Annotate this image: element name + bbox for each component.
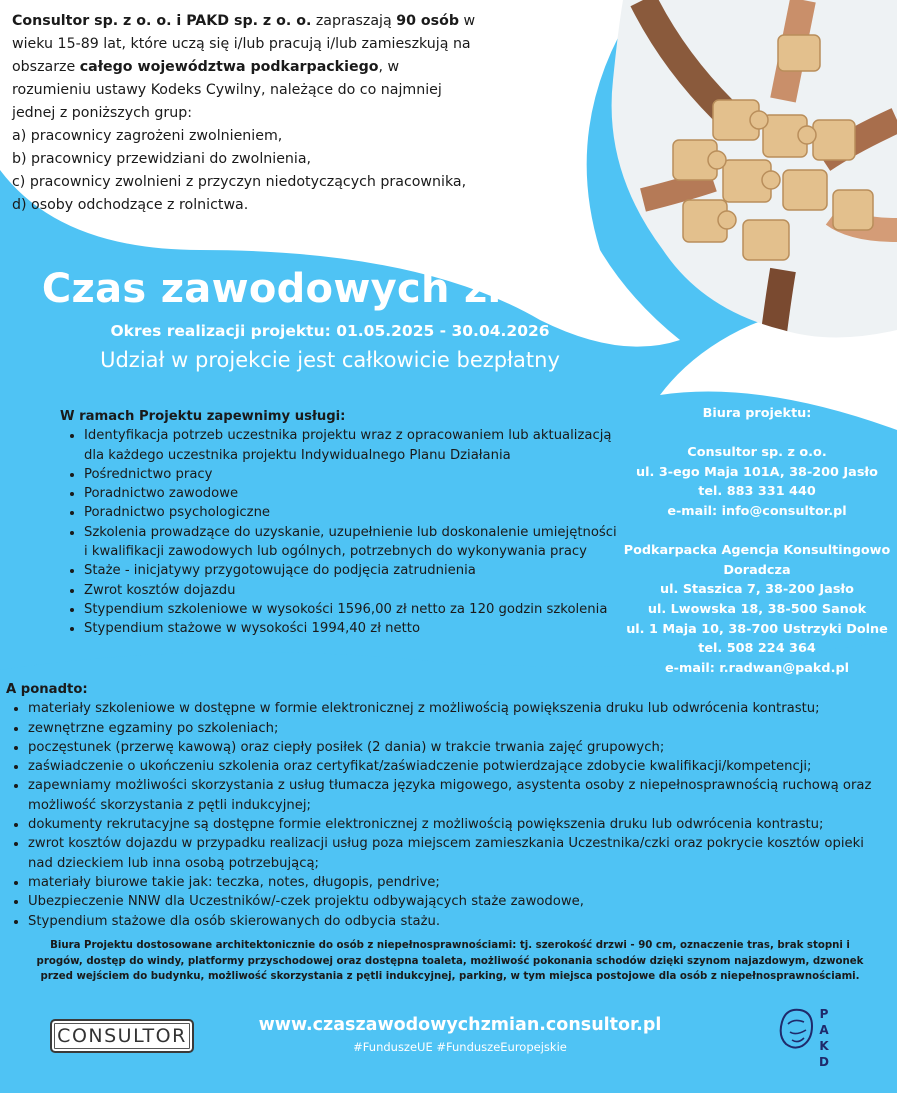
consultor-name: Consultor sp. z o.o. — [687, 445, 827, 461]
extra-item: • materiały biurowe takie jak: teczka, notes, długopis, pendrive; — [28, 873, 886, 892]
intro-text — [12, 10, 482, 217]
service-item: • Identyfikacja potrzeb uczestnika projektu wraz z opracowaniem lub aktualizacją dla każdego uczestnika projektu Indywidualnego Planu Działania — [84, 426, 620, 465]
consultor-phone: tel. 883 331 440 — [698, 484, 816, 500]
pakd-phone: tel. 508 224 364 — [698, 641, 816, 657]
extra-item: • poczęstunek (przerwę kawową) oraz ciepły posiłek (2 dania) w trakcie trwania zajęć grupowych; — [28, 738, 886, 757]
extra-item: • Stypendium stażowe dla osób skierowanych do odbycia stażu. — [28, 912, 886, 931]
group-b: b) pracownicy przewidziani do zwolnienia, — [12, 151, 312, 167]
consultor-email: e-mail: info@consultor.pl — [667, 503, 847, 519]
group-d: d) osoby odchodzące z rolnictwa. — [12, 197, 249, 213]
service-item: • Poradnictwo zawodowe — [84, 484, 620, 503]
service-item: • Szkolenia prowadzące do uzyskanie, uzupełnienie lub doskonalenie umiejętności i kwalifikacji zawodowych lub ogólnych, potrzebnych do wykonywania pracy — [84, 523, 620, 562]
pakd-address-1: ul. Staszica 7, 38-200 Jasło — [660, 582, 854, 598]
services-list — [60, 426, 620, 638]
service-item: • Staże - inicjatywy przygotowujące do podjęcia zatrudnienia — [84, 561, 620, 580]
offices-header: Biura projektu: — [702, 406, 812, 421]
service-item: • Zwrot kosztów dojazdu — [84, 581, 620, 600]
accessibility-note: Biura Projektu dostosowane architektonicznie do osób z niepełnosprawnościami: tj. szerokość drzwi - 90 cm, oznaczenie tras, brak stopni i progów, dostęp do windy, platformy przyschodowej oraz dostępna toaleta, możliwość pokonania schodów dzięki szynom najazdowym, dzwonek przed wejściem do budynku, możliwość skorzystania z pętli indukcyjnej, parking, w tym miejsca postojowe dla osób z niepełnosprawnościami. — [36, 940, 864, 983]
intro-region: całego województwa podkarpackiego — [79, 59, 379, 75]
consultor-logo — [50, 1019, 194, 1053]
intro-age: w wieku 15-89 lat, które uczą się i/lub pracują i/lub zamieszkują na obszarze — [12, 13, 476, 75]
extra-item: • zapewniamy możliwości skorzystania z usług tłumacza języka migowego, asystenta osoby z niepełnosprawnością ruchową oraz możliwość skorzystania z pętli indukcyjnej; — [28, 776, 886, 815]
pakd-email: e-mail: r.radwan@pakd.pl — [665, 660, 849, 676]
service-item: • Poradnictwo psychologiczne — [84, 503, 620, 522]
pakd-letter-p: P — [819, 1007, 829, 1021]
service-item: • Pośrednictwo pracy — [84, 465, 620, 484]
extra-benefits — [6, 680, 886, 931]
hashtags: #FunduszeUE #FunduszeEuropejskie — [353, 1040, 567, 1054]
project-offices — [612, 404, 897, 678]
pakd-letter-d: D — [819, 1055, 829, 1069]
consultor-logo-text: CONSULTOR — [57, 1025, 187, 1047]
services-header: W ramach Projektu zapewnimy usługi: — [60, 409, 346, 424]
extra-list — [6, 699, 886, 931]
intro-organizers: Consultor sp. z o. o. i PAKD sp. z o. o. — [12, 13, 312, 29]
intro-law: , w rozumieniu ustawy Kodeks Cywilny, należące do co najmniej jednej z poniższych grup: — [12, 59, 442, 121]
free-participation: Udział w projekcie jest całkowicie bezpłatny — [100, 348, 560, 372]
extra-header: A ponadto: — [6, 682, 88, 697]
pakd-letter-a: A — [819, 1023, 829, 1037]
pakd-address-3: ul. 1 Maja 10, 38-700 Ustrzyki Dolne — [626, 621, 888, 637]
pakd-name: Podkarpacka Agencja Konsultingowo Doradcza — [623, 543, 891, 578]
consultor-address: ul. 3-ego Maja 101A, 38-200 Jasło — [636, 464, 878, 480]
website-link[interactable]: www.czaszawodowychzmian.consultor.pl — [258, 1015, 662, 1035]
extra-item: • zwrot kosztów dojazdu w przypadku realizacji usług poza miejscem zamieszkania Uczestnika/czki oraz pokrycie kosztów opieki nad dzieckiem lub inna osobą potrzebującą; — [28, 834, 886, 873]
intro-count: 90 osób — [396, 13, 459, 29]
project-period: Okres realizacji projektu: 01.05.2025 - 30.04.2026 — [110, 322, 550, 340]
extra-item: • zaświadczenie o ukończeniu szkolenia oraz certyfikat/zaświadczenie potwierdzające zdobycie kwalifikacji/kompetencji; — [28, 757, 886, 776]
intro-invite: zapraszają — [311, 13, 397, 29]
extra-item: • Ubezpieczenie NNW dla Uczestników/-czek projektu odbywających staże zawodowe, — [28, 892, 886, 911]
group-a: a) pracownicy zagrożeni zwolnieniem, — [12, 128, 283, 144]
group-c: c) pracownicy zwolnieni z przyczyn niedotyczących pracownika, — [12, 174, 467, 190]
headline: Czas zawodowych zmian! — [41, 266, 619, 312]
service-item: • Stypendium stażowe w wysokości 1994,40 zł netto — [84, 619, 620, 638]
service-item: • Stypendium szkoleniowe w wysokości 1596,00 zł netto za 120 godzin szkolenia — [84, 600, 620, 619]
extra-item: • zewnętrzne egzaminy po szkoleniach; — [28, 719, 886, 738]
pakd-logo — [776, 1002, 836, 1072]
pakd-address-2: ul. Lwowska 18, 38-500 Sanok — [647, 601, 867, 617]
pakd-letter-k: K — [819, 1039, 829, 1053]
extra-item: • materiały szkoleniowe w dostępne w formie elektronicznej z możliwością powiększenia druku lub odwrócenia kontrastu; — [28, 699, 886, 718]
extra-item: • dokumenty rekrutacyjne są dostępne formie elektronicznej z możliwością powiększenia druku lub odwrócenia kontrastu; — [28, 815, 886, 834]
services-section — [60, 407, 620, 639]
